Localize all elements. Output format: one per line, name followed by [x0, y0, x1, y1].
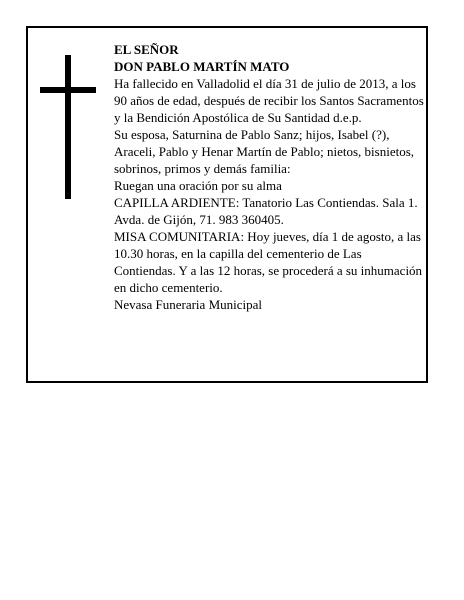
notice-title-line-1: EL SEÑOR	[114, 42, 179, 57]
family-members: Su esposa, Saturnina de Pablo Sanz; hijos, Isabel (?), Araceli, Pablo y Henar Martín de Pablo; nietos, bisnietos, sobrinos, primos y demás familia:	[114, 127, 415, 176]
cross-horizontal-bar	[40, 87, 96, 93]
chapel-info: CAPILLA ARDIENTE: Tanatorio Las Contiendas. Sala 1. Avda. de Gijón, 71. 983 360405.	[114, 195, 418, 227]
deceased-name: DON PABLO MARTÍN MATO	[114, 59, 290, 74]
cross-icon	[40, 55, 96, 199]
death-announcement: Ha fallecido en Valladolid el día 31 de julio de 2013, a los 90 años de edad, después de recibir los Santos Sacramentos y la Bendición Apostólica de Su Santidad d.e.p.	[114, 76, 424, 125]
cross-vertical-bar	[65, 55, 71, 199]
funeral-home: Nevasa Funeraria Municipal	[114, 297, 263, 312]
notice-text	[114, 41, 426, 313]
obituary-notice	[26, 26, 428, 383]
mass-info: MISA COMUNITARIA: Hoy jueves, día 1 de agosto, a las 10.30 horas, en la capilla del cementerio de Las Contiendas. Y a las 12 horas, se procederá a su inhumación en dicho cementerio.	[114, 229, 423, 295]
prayer-request: Ruegan una oración por su alma	[114, 178, 282, 193]
